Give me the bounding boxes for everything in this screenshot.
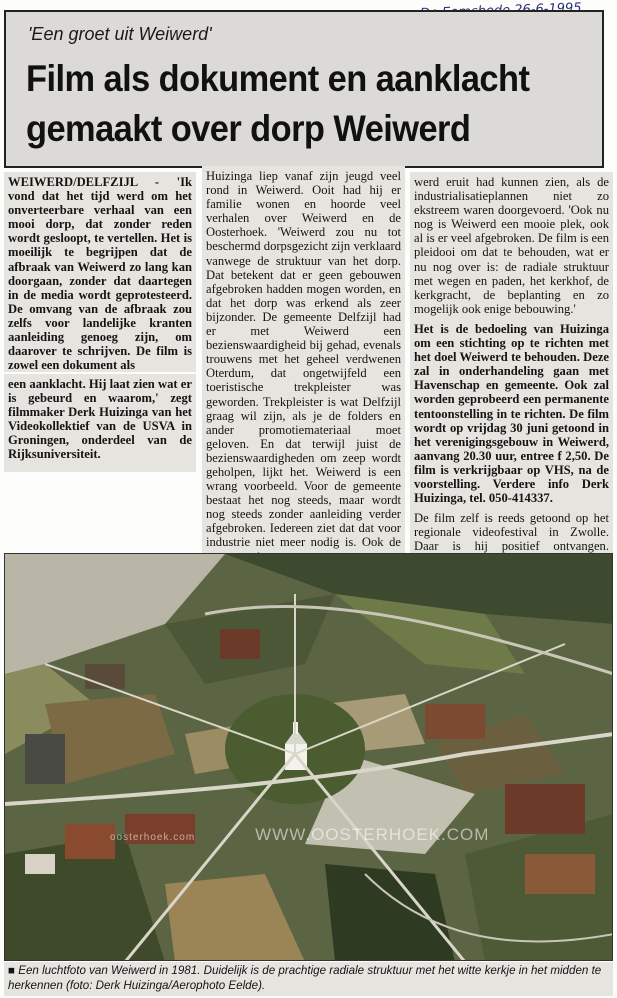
paragraph: werd eruit had kunnen zien, als de industrialisatieplannen niet zo ekstreem waren doorgevoerd. 'Ook nu nog is Weiwerd een mooie plek, ook al is er veel afgebroken. De film is een pleidooi om dat te behouden, wat er nu nog over is: de radiale struktuur met wegen en paden, het kerkhof, de kerkgracht, de beplanting en zo mogelijk ook enige bebouwing.' bbox=[414, 175, 609, 316]
article-column-1 bbox=[4, 172, 196, 372]
watermark: oosterhoek.com WWW.OOSTERHOEK.COM bbox=[110, 825, 490, 844]
paragraph: Huizinga liep vanaf zijn jeugd veel rond in Weiwerd. Ooit had hij er familie wonen en hoorde veel verhalen over Weiwerd en de Oosterhoek. 'Weiwerd zou nu tot beschermd dorpsgezicht zijn verklaard vanwege de struktuur van het dorp. Dat betekent dat er geen gebouwen afgebroken hadden mogen worden, en dat het dorp was erkend als zeer bijzonder. De gemeente Delfzijl had er met Weiwerd een bezienswaardigheid bij gehad, evenals trouwens met het geheel verdwenen Oterdum, dat ongetwijfeld een toeristische trekpleister was geworden. Trekpleister is wat Delfzijl graag wil zijn, als je de folders en ander promotiemateriaal moet geloven. En dat terwijl juist de bezienswaardigheden om zeep wordt geholpen, lijkt het. Weiwerd is een wrang voorbeeld. Voor de gemeente bestaat het nog steeds, maar wordt nog steeds zonder aanleiding verder afgebroken. Iedereen ziet dat dat voor industrie niet meer nodig is. Ook de bbox=[206, 169, 401, 550]
kicker: 'Een groet uit Weiwerd' bbox=[28, 24, 212, 44]
page-title: Film als dokument en aanklacht gemaakt over dorp Weiwerd bbox=[26, 58, 530, 149]
caption-text: Een luchtfoto van Weiwerd in 1981. Duidelijk is de prachtige radiale struktuur met het witte kerkje in het midden te herkennen (foto: Derk Huizinga/Aerophoto Eelde). bbox=[8, 964, 602, 992]
article-column-1-continued bbox=[4, 374, 196, 472]
intro-text: 'Ik vond dat het tijd werd om het onverteerbare verhaal van een mooi dorp, dat zonder reden wordt gesloopt, te vertellen. Het is moeilijk te begrijpen dat de afbraak van Weiwerd zo lang kan doorgaan, zonder dat daartegen in de media wordt geprotesteerd. De omvang van de afbraak zou zelfs voor landelijke kranten aanleiding genoeg zijn, om daarover te schrijven. De film is zowel een dokument als bbox=[8, 175, 192, 373]
caption-marker: ■ bbox=[8, 964, 16, 977]
paragraph-bold: Het is de bedoeling van Huizinga om een stichting op te richten met het doel Weiwerd te behouden. Deze zal in onderhandeling gaan met Havenschap en gemeente. Ook zal worden geprobeerd een permanente tentoonstelling in te richten. De film wordt op vrijdag 30 juni getoond in het verenigingsgebouw in Weiwerd, aanvang 20.30 uur, entree f 2,50. De film is verkrijgbaar op VHS, na de voorstelling. Verdere info Derk Huizinga, tel. 050-414337. bbox=[414, 321, 609, 506]
paragraph: De film zelf is reeds getoond op het regionale videofestival in Zwolle. Daar is hij positief ontvangen. bbox=[414, 511, 609, 554]
aerial-photo-illustration bbox=[5, 554, 613, 961]
intro-text-continued: een aanklacht. Hij laat zien wat er is gebeurd en waarom,' zegt filmmaker Derk Huizinga van het Videokollektief van de USVA in Groningen, onderdeel van de Rijksuniversiteit. bbox=[8, 377, 192, 462]
article-column-2 bbox=[202, 166, 405, 584]
dateline: WEIWERD/DELFZIJL - bbox=[8, 175, 160, 189]
photo-caption bbox=[4, 962, 613, 996]
article-column-3 bbox=[410, 172, 613, 600]
aerial-photo bbox=[4, 553, 613, 961]
